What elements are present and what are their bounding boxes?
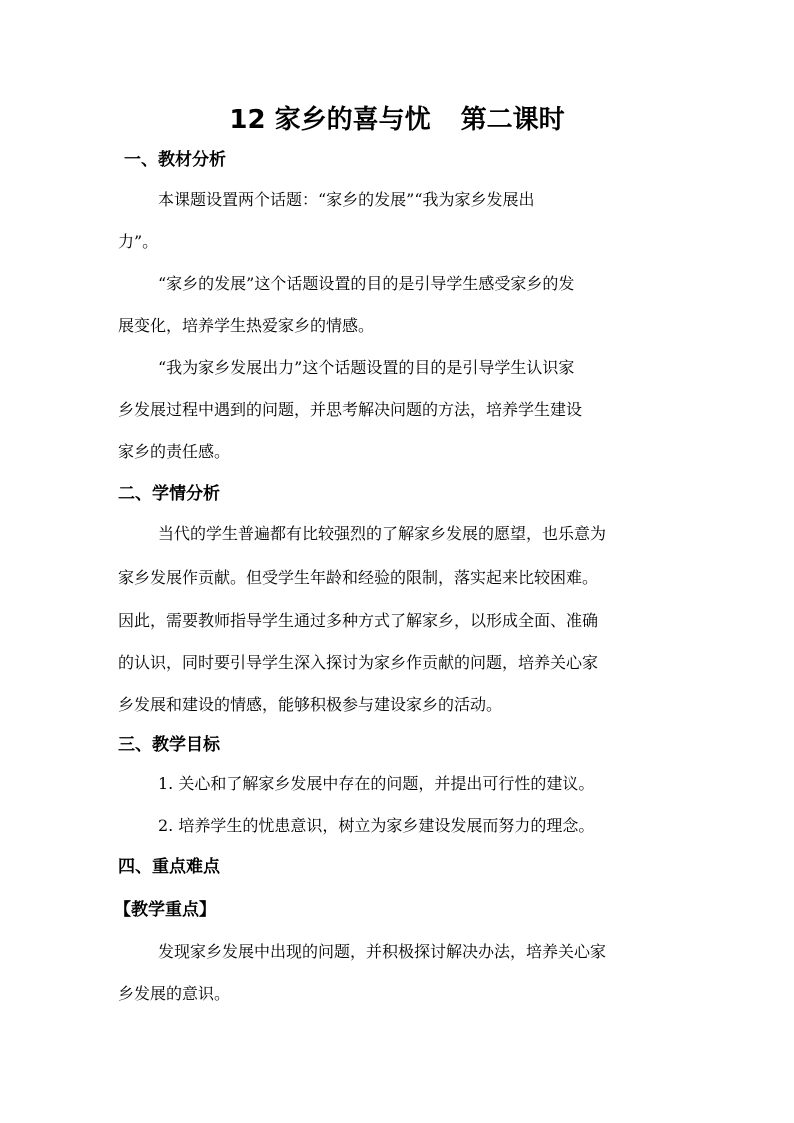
title-main: 家乡的喜与忧	[274, 105, 431, 135]
section-heading-student-analysis: 二、学情分析	[118, 484, 220, 504]
paragraph-line: 乡发展的意识。	[118, 984, 231, 1003]
title-number: 12	[229, 105, 266, 135]
section-heading-key-points: 四、重点难点	[118, 857, 220, 877]
paragraph-line: 发现家乡发展中出现的问题，并积极探讨解决办法，培养关心家	[158, 942, 607, 961]
goal-item: 1. 关心和了解家乡发展中存在的问题，并提出可行性的建议。	[158, 774, 595, 793]
paragraph-line: 家乡发展作贡献。但受学生年龄和经验的限制，落实起来比较困难。	[118, 568, 599, 587]
paragraph-line: 展变化，培养学生热爱家乡的情感。	[118, 316, 375, 335]
paragraph-line: 乡发展和建设的情感，能够积极参与建设家乡的活动。	[118, 695, 503, 714]
paragraph-line: 当代的学生普遍都有比较强烈的了解家乡发展的愿望，也乐意为	[158, 524, 607, 543]
paragraph-line: “家乡的发展”这个话题设置的目的是引导学生感受家乡的发	[158, 274, 575, 293]
paragraph-line: 本课题设置两个话题：“家乡的发展”“我为家乡发展出	[158, 190, 535, 209]
paragraph-line: 因此，需要教师指导学生通过多种方式了解家乡，以形成全面、准确	[118, 611, 599, 630]
paragraph-line: “我为家乡发展出力”这个话题设置的目的是引导学生认识家	[158, 358, 575, 377]
section-heading-textbook-analysis: 一、教材分析	[124, 150, 226, 170]
paragraph-line: 家乡的责任感。	[118, 442, 231, 461]
goal-item: 2. 培养学生的忧患意识，树立为家乡建设发展而努力的理念。	[158, 816, 595, 835]
paragraph-line: 的认识，同时要引导学生深入探讨为家乡作贡献的问题，培养关心家	[118, 653, 599, 672]
page-title	[0, 100, 794, 140]
paragraph-line: 乡发展过程中遇到的问题，并思考解决问题的方法，培养学生建设	[118, 400, 583, 419]
subheading-teaching-focus: 【教学重点】	[114, 900, 216, 920]
paragraph-line: 力”。	[118, 232, 159, 251]
section-heading-teaching-goals: 三、教学目标	[118, 735, 220, 755]
title-subtitle: 第二课时	[460, 105, 565, 135]
